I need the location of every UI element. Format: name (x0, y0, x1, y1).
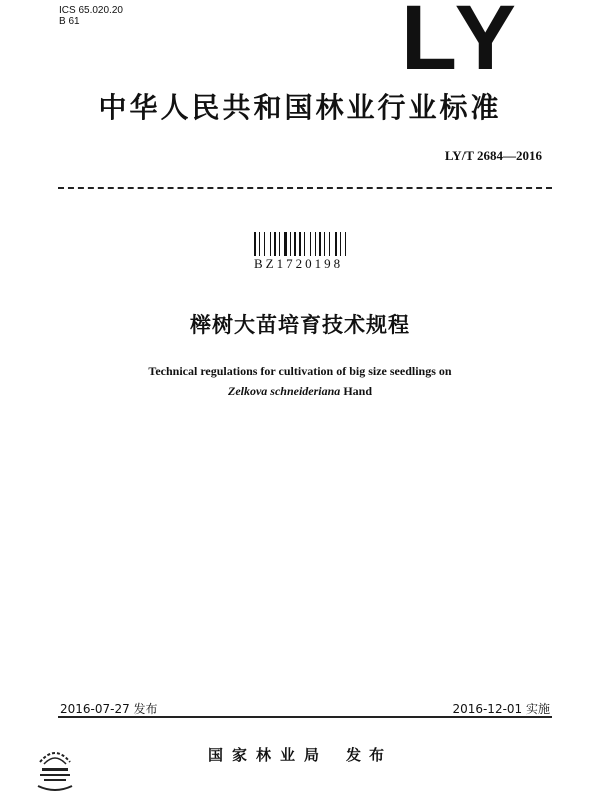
implementation-date: 2016-12-01 实施 (452, 702, 550, 716)
issue-date: 2016-07-27 发布 (60, 702, 158, 716)
standard-title: 中华人民共和国林业行业标准 (98, 91, 502, 124)
title-en-line1: Technical regulations for cultivation of big size seedlings on (148, 364, 452, 378)
species-author: Hand (343, 384, 372, 398)
barcode-graphic (254, 232, 358, 256)
footer-divider (58, 716, 552, 718)
title-en-line2 (0, 381, 600, 401)
header-divider (58, 187, 552, 189)
standard-code: LY/T 2684—2016 (444, 148, 542, 163)
document-title-cn: 榉树大苗培育技术规程 (190, 313, 410, 337)
issuer-line (0, 744, 600, 765)
issuer-name: 国家林业局 (207, 746, 328, 764)
species-name: Zelkova schneideriana (227, 384, 341, 398)
ly-standard-mark: LY (400, 0, 522, 89)
ics-code: ICS 65.020.20 (59, 5, 123, 16)
issuer-action: 发布 (346, 746, 393, 764)
ccs-code: B 61 (59, 16, 80, 27)
classification-codes (59, 5, 123, 27)
document-title-en (0, 361, 600, 401)
barcode-number: BZ1720198 (254, 256, 344, 271)
